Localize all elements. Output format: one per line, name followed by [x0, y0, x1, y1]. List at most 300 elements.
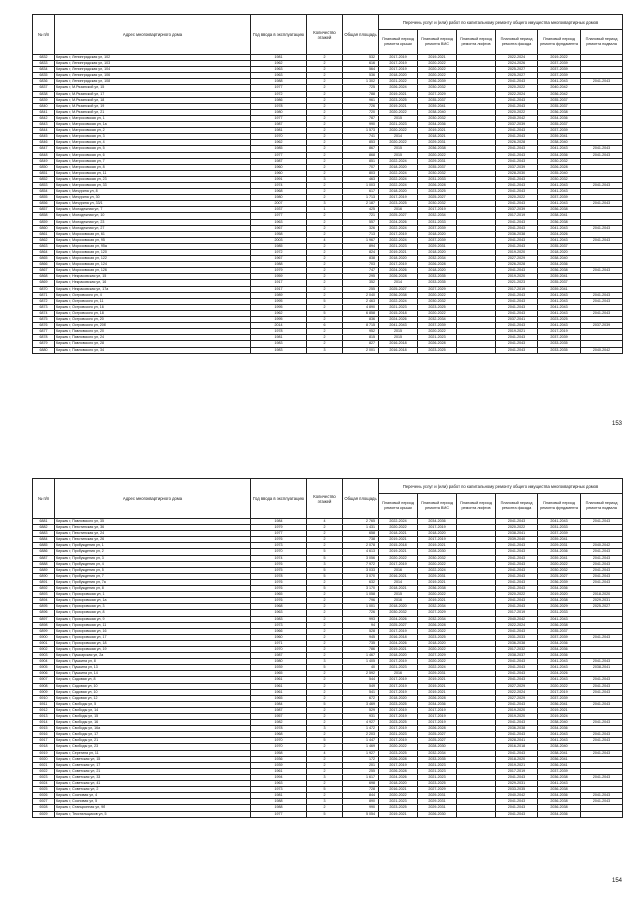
- cell-num: 6875: [33, 317, 55, 323]
- cell-address: Киржач г, Некрасовская ул, 15: [55, 274, 251, 280]
- cell-num: 6889: [33, 567, 55, 573]
- cell-roof: 2022-2024: [379, 298, 418, 304]
- cell-foundation: 2041-2043: [538, 519, 581, 525]
- cell-address: Киржач г, Садовая ул, 10: [55, 683, 251, 689]
- cell-year: 1974: [251, 555, 307, 561]
- cell-roof: 2022-2024: [379, 170, 418, 176]
- cell-year: 1977: [251, 85, 307, 91]
- cell-area: 1 713: [343, 195, 379, 201]
- cell-num: 6888: [33, 561, 55, 567]
- cell-foundation: 2035-2037: [538, 122, 581, 128]
- page-number: 154: [611, 878, 622, 884]
- cell-roof: 2041-2043: [379, 323, 418, 329]
- cell-floors: 2: [307, 225, 343, 231]
- cell-roof: 2026-2028: [379, 274, 418, 280]
- cell-floors: 2: [307, 695, 343, 701]
- cell-roof: 2020-2022: [379, 128, 418, 134]
- cell-roof: 2017-2019: [379, 231, 418, 237]
- cell-address: Киржач г, Прохоровская ул, 3: [55, 604, 251, 610]
- cell-floors: 2: [307, 579, 343, 585]
- cell-year: 1984: [251, 519, 307, 525]
- cell-foundation: 2036-2038: [538, 622, 581, 628]
- cell-facade: 2020-2022: [496, 85, 538, 91]
- cell-facade: 2022-2024: [496, 622, 538, 628]
- cell-basement: 2041-2043: [581, 738, 623, 744]
- cell-foundation: 2041-2043: [538, 310, 581, 316]
- cell-num: 6891: [33, 579, 55, 585]
- cell-year: 1987: [251, 653, 307, 659]
- cell-num: 6877: [33, 329, 55, 335]
- cell-utilities: 2019-2021: [418, 598, 457, 604]
- cell-facade: 2036-2038: [496, 231, 538, 237]
- cell-area: 787: [343, 115, 379, 121]
- cell-floors: 2: [307, 341, 343, 347]
- cell-foundation: 2019-2024: [538, 714, 581, 720]
- cell-foundation: 2041-2043: [538, 677, 581, 683]
- cell-floors: 2: [307, 531, 343, 537]
- cell-area: 463: [343, 176, 379, 182]
- cell-area: 707: [343, 164, 379, 170]
- cell-basement: 2041-2043: [581, 793, 623, 799]
- cell-area: 2 187: [343, 201, 379, 207]
- cell-foundation: 2041-2043: [538, 304, 581, 310]
- cell-facade: 2017-2032: [496, 646, 538, 652]
- cell-utilities: 2017-2019: [418, 707, 457, 713]
- cell-roof: 2022-2024: [379, 519, 418, 525]
- cell-num: 6921: [33, 762, 55, 768]
- cell-roof: 2016-2021: [379, 787, 418, 793]
- cell-floors: 3: [307, 774, 343, 780]
- cell-floors: 2: [307, 543, 343, 549]
- cell-utilities: 2027-2029: [418, 610, 457, 616]
- cell-elevators: [457, 347, 496, 353]
- cell-area: 1 927: [343, 750, 379, 756]
- cell-num: 6834: [33, 67, 55, 73]
- cell-facade: 2041-2043: [496, 586, 538, 592]
- cell-facade: 2017-2019: [496, 213, 538, 219]
- cell-address: Киржач г, Ленинградская ул, 103: [55, 61, 251, 67]
- document-page-2: [0, 452, 640, 905]
- cell-roof: 2017-2019: [379, 659, 418, 665]
- cell-num: 6848: [33, 152, 55, 158]
- cell-foundation: 2038-2040: [538, 256, 581, 262]
- cell-foundation: 2020-2022: [538, 683, 581, 689]
- header-elevators: Плановый период ремонта лифтов: [457, 30, 496, 55]
- cell-facade: 2037-2039: [496, 207, 538, 213]
- cell-area: 961: [343, 97, 379, 103]
- cell-roof: 2020-2022: [379, 744, 418, 750]
- cell-foundation: 2037-2039: [538, 67, 581, 73]
- cell-roof: 2026-2024: [379, 85, 418, 91]
- cell-area: 2 203: [343, 732, 379, 738]
- cell-year: 1968: [251, 604, 307, 610]
- cell-address: Киржач г, Матросовская ул, 4: [55, 140, 251, 146]
- cell-basement: 2041-2043: [581, 683, 623, 689]
- cell-num: 6917: [33, 738, 55, 744]
- cell-facade: 2036-2038: [496, 640, 538, 646]
- cell-utilities: 2029-2031: [418, 805, 457, 811]
- cell-area: 1 003: [343, 182, 379, 188]
- cell-utilities: 2034-2036: [418, 122, 457, 128]
- cell-area: 532: [343, 55, 379, 61]
- cell-num: 6879: [33, 341, 55, 347]
- cell-foundation: 2036-2038: [538, 774, 581, 780]
- cell-address: Киржач г, Пехотинская ул, 36: [55, 525, 251, 531]
- cell-foundation: 2038-2041: [538, 750, 581, 756]
- cell-address: Киржач г, Ленинградская ул, 108: [55, 79, 251, 85]
- cell-facade: 2037-2039: [496, 164, 538, 170]
- cell-roof: 2020-2022: [379, 793, 418, 799]
- cell-year: 2007: [251, 201, 307, 207]
- cell-year: 1977: [251, 531, 307, 537]
- cell-year: 1980: [251, 195, 307, 201]
- cell-year: 1936: [251, 756, 307, 762]
- cell-utilities: 2038-2040: [418, 109, 457, 115]
- cell-utilities: 2032-2034: [418, 256, 457, 262]
- cell-facade: 2019-2020: [496, 250, 538, 256]
- cell-facade: 2041-2043: [496, 701, 538, 707]
- cell-num: 6850: [33, 164, 55, 170]
- cell-foundation: 2041-2043: [538, 237, 581, 243]
- cell-foundation: 2024-2026: [538, 671, 581, 677]
- cell-roof: 2022-2024: [379, 182, 418, 188]
- cell-facade: 2019-2021: [496, 762, 538, 768]
- cell-facade: 2041-2043: [496, 799, 538, 805]
- header-foundation: Плановый период ремонта фундамента: [538, 494, 581, 519]
- cell-foundation: 2031-2033: [538, 610, 581, 616]
- cell-year: 1976: [251, 579, 307, 585]
- cell-num: 6905: [33, 665, 55, 671]
- cell-year: 1958: [251, 750, 307, 756]
- cell-facade: 2019-2020: [496, 707, 538, 713]
- cell-area: 528: [343, 628, 379, 634]
- cell-foundation: 2041-2043: [538, 189, 581, 195]
- cell-area: 836: [343, 317, 379, 323]
- cell-basement: 2041-2043: [581, 634, 623, 640]
- cell-address: Киржач г, Павловского ул, 20: [55, 329, 251, 335]
- cell-year: 1970: [251, 134, 307, 140]
- cell-area: 838: [343, 256, 379, 262]
- cell-facade: 2041-2043: [496, 182, 538, 188]
- cell-utilities: 2018-2020: [418, 640, 457, 646]
- cell-year: 1994: [251, 774, 307, 780]
- cell-foundation: 2039-2041: [538, 134, 581, 140]
- cell-foundation: 2041-2043: [538, 659, 581, 665]
- cell-area: 295: [343, 274, 379, 280]
- cell-basement: 2041-2043: [581, 152, 623, 158]
- cell-num: 6892: [33, 586, 55, 592]
- cell-floors: 2: [307, 537, 343, 543]
- cell-num: 6923: [33, 774, 55, 780]
- cell-address: Киржач г, Морозовская ул, 95: [55, 237, 251, 243]
- cell-facade: 2017-2019: [496, 286, 538, 292]
- cell-basement: 2041-2043: [581, 298, 623, 304]
- cell-foundation: 2041-2043: [538, 146, 581, 152]
- cell-num: 6874: [33, 310, 55, 316]
- cell-address: Киржач г, Прохоровская ул, 18: [55, 640, 251, 646]
- cell-num: 6852: [33, 176, 55, 182]
- cell-roof: 2021-2023: [379, 122, 418, 128]
- cell-num: 6839: [33, 97, 55, 103]
- table-body: [33, 519, 623, 818]
- cell-foundation: 2035-2037: [538, 280, 581, 286]
- cell-utilities: 2019-2021: [418, 128, 457, 134]
- cell-utilities: 2029-2031: [418, 799, 457, 805]
- cell-floors: 2: [307, 707, 343, 713]
- cell-roof: 2020-2022: [379, 140, 418, 146]
- cell-floors: 2: [307, 646, 343, 652]
- cell-roof: 2021-2023: [379, 732, 418, 738]
- cell-area: 725: [343, 85, 379, 91]
- cell-num: 6857: [33, 207, 55, 213]
- cell-utilities: 2020-2022: [418, 152, 457, 158]
- cell-address: Киржач г, Пробуждения ул, 2: [55, 549, 251, 555]
- cell-roof: 2025-2027: [379, 622, 418, 628]
- cell-floors: 2: [307, 768, 343, 774]
- cell-foundation: 2030-2032: [538, 158, 581, 164]
- cell-address: Киржач г, Прохоровская ул, 11: [55, 622, 251, 628]
- cell-year: 1981: [251, 55, 307, 61]
- cell-utilities: 2033-2035: [418, 274, 457, 280]
- cell-utilities: 2028-2030: [418, 549, 457, 555]
- cell-utilities: 2019-2021: [418, 689, 457, 695]
- cell-area: 1 447: [343, 738, 379, 744]
- cell-num: 6900: [33, 634, 55, 640]
- cell-foundation: 2034-2038: [538, 598, 581, 604]
- cell-area: 632: [343, 579, 379, 585]
- cell-num: 6881: [33, 519, 55, 525]
- cell-roof: 2016: [379, 567, 418, 573]
- cell-utilities: 2032-2034: [418, 616, 457, 622]
- cell-roof: 2022-2024: [379, 176, 418, 182]
- cell-num: 6903: [33, 653, 55, 659]
- cell-utilities: 2027-2029: [418, 787, 457, 793]
- cell-address: Киржач г, Матросовская ул, 7: [55, 158, 251, 164]
- cell-floors: 3: [307, 799, 343, 805]
- cell-roof: 2017-2019: [379, 628, 418, 634]
- cell-year: 1966: [251, 628, 307, 634]
- cell-year: 1986: [251, 97, 307, 103]
- cell-facade: 2041-2043: [496, 561, 538, 567]
- cell-address: Киржач г, Пробуждения ул, 5: [55, 567, 251, 573]
- cell-year: 1988: [251, 79, 307, 85]
- cell-utilities: 2019-2021: [418, 579, 457, 585]
- cell-num: 6897: [33, 616, 55, 622]
- cell-area: 993: [343, 616, 379, 622]
- cell-area: 1 302: [343, 79, 379, 85]
- cell-facade: 2041-2043: [496, 323, 538, 329]
- cell-foundation: 2037-2039: [538, 195, 581, 201]
- cell-floors: 2: [307, 61, 343, 67]
- cell-area: 1 967: [343, 237, 379, 243]
- cell-year: 1978: [251, 726, 307, 732]
- cell-floors: 3: [307, 347, 343, 353]
- cell-num: 6893: [33, 592, 55, 598]
- cell-address: Киржач г, Островского ул, 18: [55, 310, 251, 316]
- cell-facade: 2041-2043: [496, 628, 538, 634]
- cell-roof: 2017-2019: [379, 262, 418, 268]
- cell-address: Киржач г, Молодежная ул, 27: [55, 225, 251, 231]
- cell-floors: 5: [307, 787, 343, 793]
- cell-utilities: 2030-2032: [418, 115, 457, 121]
- cell-roof: 2018-2020: [379, 73, 418, 79]
- cell-basement: 2041-2043: [581, 79, 623, 85]
- cell-year: 1995: [251, 304, 307, 310]
- cell-basement: 2041-2043: [581, 689, 623, 695]
- cell-floors: 2: [307, 756, 343, 762]
- cell-address: Киржач г, Пушкина ул, 14: [55, 671, 251, 677]
- cell-basement: 2041-2043: [581, 310, 623, 316]
- header-facade: Плановый период ремонта фасада: [496, 30, 538, 55]
- cell-roof: 2017-2019: [379, 195, 418, 201]
- cell-floors: 2: [307, 732, 343, 738]
- cell-address: Киржач г, Прохоровская ул, 1: [55, 592, 251, 598]
- cell-floors: 5: [307, 573, 343, 579]
- cell-utilities: 2027-2029: [418, 653, 457, 659]
- cell-area: 6 858: [343, 310, 379, 316]
- cell-num: 6863: [33, 243, 55, 249]
- cell-roof: 2022-2024: [379, 158, 418, 164]
- cell-num: 6876: [33, 323, 55, 329]
- cell-year: 1977: [251, 115, 307, 121]
- cell-address: Киржач г, Советская ул, 21: [55, 768, 251, 774]
- cell-facade: 2019-2020: [496, 274, 538, 280]
- cell-floors: 1: [307, 207, 343, 213]
- cell-roof: 2017-2019: [379, 677, 418, 683]
- cell-year: 1977: [251, 811, 307, 817]
- cell-utilities: 2026-2028: [418, 182, 457, 188]
- cell-year: 1995: [251, 298, 307, 304]
- cell-utilities: 2029-2031: [418, 243, 457, 249]
- cell-basement: 2041-2043: [581, 750, 623, 756]
- cell-year: 1983: [251, 616, 307, 622]
- cell-floors: 5: [307, 738, 343, 744]
- cell-utilities: 2017-2019: [418, 525, 457, 531]
- cell-address: Киржач г, Павловского ул, 24: [55, 335, 251, 341]
- cell-utilities: 2034-2036: [418, 519, 457, 525]
- cell-foundation: 2034-2036: [538, 152, 581, 158]
- cell-utilities: 2023-2025: [418, 347, 457, 353]
- cell-floors: 5: [307, 310, 343, 316]
- cell-num: 6865: [33, 256, 55, 262]
- cell-foundation: 2035-2037: [538, 628, 581, 634]
- cell-basement: 2041-2043: [581, 201, 623, 207]
- cell-address: Киржач г, Морозовская ул, 120: [55, 250, 251, 256]
- cell-roof: 2018-2020: [379, 164, 418, 170]
- cell-facade: 2041-2043: [496, 79, 538, 85]
- cell-foundation: 2035-2037: [538, 97, 581, 103]
- cell-foundation: 2041-2043: [538, 79, 581, 85]
- cell-basement: 2041-2043: [581, 799, 623, 805]
- cell-area: 952: [343, 329, 379, 335]
- cell-num: 6920: [33, 756, 55, 762]
- cell-foundation: 2035-2040: [538, 170, 581, 176]
- cell-foundation: 2034-2036: [538, 115, 581, 121]
- cell-basement: 2040-2042: [581, 543, 623, 549]
- cell-address: Киржач г, Текстильщиков ул, 5: [55, 811, 251, 817]
- cell-foundation: 2041-2043: [538, 225, 581, 231]
- cell-roof: 2030-2032: [379, 610, 418, 616]
- cell-facade: 2041-2043: [496, 519, 538, 525]
- cell-roof: 2020-2022: [379, 109, 418, 115]
- cell-address: Киржач г, Серегина ул, 11: [55, 750, 251, 756]
- cell-floors: 2: [307, 677, 343, 683]
- cell-roof: 2019-2021: [379, 91, 418, 97]
- cell-area: 867: [343, 146, 379, 152]
- cell-utilities: 2021-2023: [418, 762, 457, 768]
- cell-roof: 2018-2020: [379, 189, 418, 195]
- cell-address: Киржач г, Свободы ул, 16а: [55, 726, 251, 732]
- cell-address: Киржач г, Матросовская ул, 3: [55, 134, 251, 140]
- cell-area: 616: [343, 61, 379, 67]
- cell-address: Киржач г, Пехотинская ул, 24: [55, 531, 251, 537]
- cell-basement: 2041-2043: [581, 237, 623, 243]
- cell-floors: 2: [307, 805, 343, 811]
- cell-roof: 2014: [379, 280, 418, 286]
- cell-roof: 2018-2020: [379, 604, 418, 610]
- cell-foundation: 2038-2040: [538, 720, 581, 726]
- cell-roof: 2026-2028: [379, 756, 418, 762]
- cell-address: Киржач г, Морозовская ул, 124: [55, 262, 251, 268]
- cell-roof: 2024-2026: [379, 268, 418, 274]
- cell-num: 6860: [33, 225, 55, 231]
- cell-basement: 2041-2043: [581, 659, 623, 665]
- cell-address: Киржач г, Садовая ул, 10: [55, 689, 251, 695]
- cell-address: Киржач г, Советская ул, 2: [55, 787, 251, 793]
- cell-num: 6833: [33, 61, 55, 67]
- cell-foundation: 2041-2043: [538, 781, 581, 787]
- cell-floors: 2: [307, 304, 343, 310]
- cell-floors: 5: [307, 567, 343, 573]
- cell-roof: 2023-2025: [379, 701, 418, 707]
- cell-roof: 2019-2021: [379, 250, 418, 256]
- cell-year: 1961: [251, 768, 307, 774]
- cell-roof: 2015: [379, 152, 418, 158]
- cell-address: Киржач г, Матросовская ул, 1а: [55, 122, 251, 128]
- cell-num: 6838: [33, 91, 55, 97]
- cell-floors: 2: [307, 720, 343, 726]
- cell-area: 8 715: [343, 323, 379, 329]
- cell-year: 1980: [251, 109, 307, 115]
- cell-foundation: 2037-2039: [538, 634, 581, 640]
- cell-address: Киржач г, М.Рязанской ул, 15: [55, 85, 251, 91]
- cell-area: 3 033: [343, 567, 379, 573]
- cell-roof: 2017-2019: [379, 55, 418, 61]
- cell-num: 6908: [33, 683, 55, 689]
- cell-roof: 2014: [379, 579, 418, 585]
- cell-address: Киржач г, Морозовская ул, 61: [55, 231, 251, 237]
- header-facade: Плановый период ремонта фасада: [496, 494, 538, 519]
- cell-year: 1970: [251, 738, 307, 744]
- cell-address: Киржач г, Пробуждения ул, 1: [55, 543, 251, 549]
- cell-address: Киржач г, Молодежная ул, 10: [55, 213, 251, 219]
- cell-utilities: 2020-2022: [418, 592, 457, 598]
- cell-facade: 2020-2022: [496, 195, 538, 201]
- cell-facade: 2041-2043: [496, 604, 538, 610]
- cell-num: 6916: [33, 732, 55, 738]
- cell-num: 6907: [33, 677, 55, 683]
- cell-num: 6924: [33, 781, 55, 787]
- cell-num: 6835: [33, 73, 55, 79]
- cell-foundation: 2036-2041: [538, 756, 581, 762]
- cell-roof: 2021-2023: [379, 243, 418, 249]
- cell-floors: 2: [307, 189, 343, 195]
- header-year: Год ввода в эксплуатацию: [251, 15, 307, 55]
- cell-area: 94: [343, 622, 379, 628]
- cell-year: 1991: [251, 176, 307, 182]
- cell-utilities: 2023-2025: [418, 781, 457, 787]
- cell-floors: 4: [307, 750, 343, 756]
